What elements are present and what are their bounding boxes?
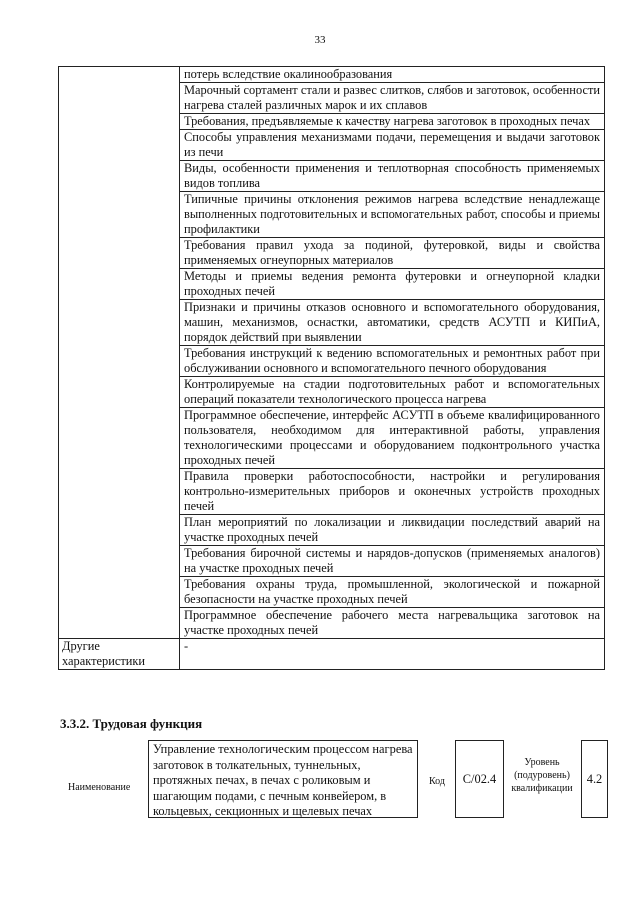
knowledge-item: Требования, предъявляемые к качеству нагрева заготовок в проходных печах — [180, 114, 605, 130]
knowledge-item: Программное обеспечение, интерфейс АСУТП в объеме квалифицированного пользователя, необходимом для интерактивной работы, управления технологическими процессами и оборудованием подконтрольного участка проходных печей — [180, 408, 605, 469]
code-value: C/02.4 — [455, 740, 504, 818]
knowledge-item: Требования охраны труда, промышленной, экологической и пожарной безопасности на участке проходных печей — [180, 577, 605, 608]
function-description: Управление технологическим процессом нагрева заготовок в толкательных, туннельных, протяжных печах, в печах с роликовым и шагающим подами, с печным конвейером, в кольцевых, секционных и щелевых печах — [148, 740, 418, 818]
table-row — [59, 67, 605, 83]
page-number: 33 — [314, 34, 326, 46]
knowledge-item: Требования бирочной системы и нарядов-допусков (применяемых аналогов) на участке проходных печей — [180, 546, 605, 577]
knowledge-item: Контролируемые на стадии подготовительных работ и вспомогательных операций показатели технологического процесса нагрева — [180, 377, 605, 408]
knowledge-item: Программное обеспечение рабочего места нагревальщика заготовок на участке проходных печей — [180, 608, 605, 639]
other-characteristics-value: - — [180, 639, 605, 670]
knowledge-table — [58, 66, 605, 670]
name-label: Наименование — [68, 782, 131, 793]
knowledge-item: Виды, особенности применения и теплотворная способность применяемых видов топлива — [180, 161, 605, 192]
knowledge-table-body — [59, 67, 605, 670]
knowledge-item: потерь вследствие окалинообразования — [180, 67, 605, 83]
knowledge-item: Правила проверки работоспособности, настройки и регулирования контрольно-измерительных приборов и оконечных устройств проходных печей — [180, 469, 605, 515]
table-row-other — [59, 639, 605, 670]
section-title: 3.3.2. Трудовая функция — [60, 716, 203, 731]
knowledge-header-cell — [59, 67, 180, 639]
level-label: Уровень (подуровень) квалификации — [511, 757, 573, 794]
knowledge-item: Способы управления механизмами подачи, перемещения и выдачи заготовок из печи — [180, 130, 605, 161]
knowledge-item: Методы и приемы ведения ремонта футеровки и огнеупорной кладки проходных печей — [180, 269, 605, 300]
code-label: Код — [429, 776, 445, 787]
knowledge-item: Типичные причины отклонения режимов нагрева вследствие ненадлежаще выполненных подготовительных и вспомогательных работ, способы и приемы профилактики — [180, 192, 605, 238]
level-value: 4.2 — [581, 740, 608, 818]
knowledge-item: План мероприятий по локализации и ликвидации последствий аварий на участке проходных печей — [180, 515, 605, 546]
knowledge-item: Марочный сортамент стали и развес слитков, слябов и заготовок, особенности нагрева сталей различных марок и их сплавов — [180, 83, 605, 114]
other-characteristics-label: Другие характеристики — [59, 639, 180, 670]
knowledge-item: Требования инструкций к ведению вспомогательных и ремонтных работ при обслуживании основного и вспомогательного печного оборудования — [180, 346, 605, 377]
labor-function-row — [0, 740, 640, 820]
knowledge-item: Требования правил ухода за подиной, футеровкой, виды и свойства применяемых огнеупорных материалов — [180, 238, 605, 269]
knowledge-item: Признаки и причины отказов основного и вспомогательного оборудования, машин, механизмов, оснастки, автоматики, средств АСУТП и КИПиА, порядок действий при выявлении — [180, 300, 605, 346]
